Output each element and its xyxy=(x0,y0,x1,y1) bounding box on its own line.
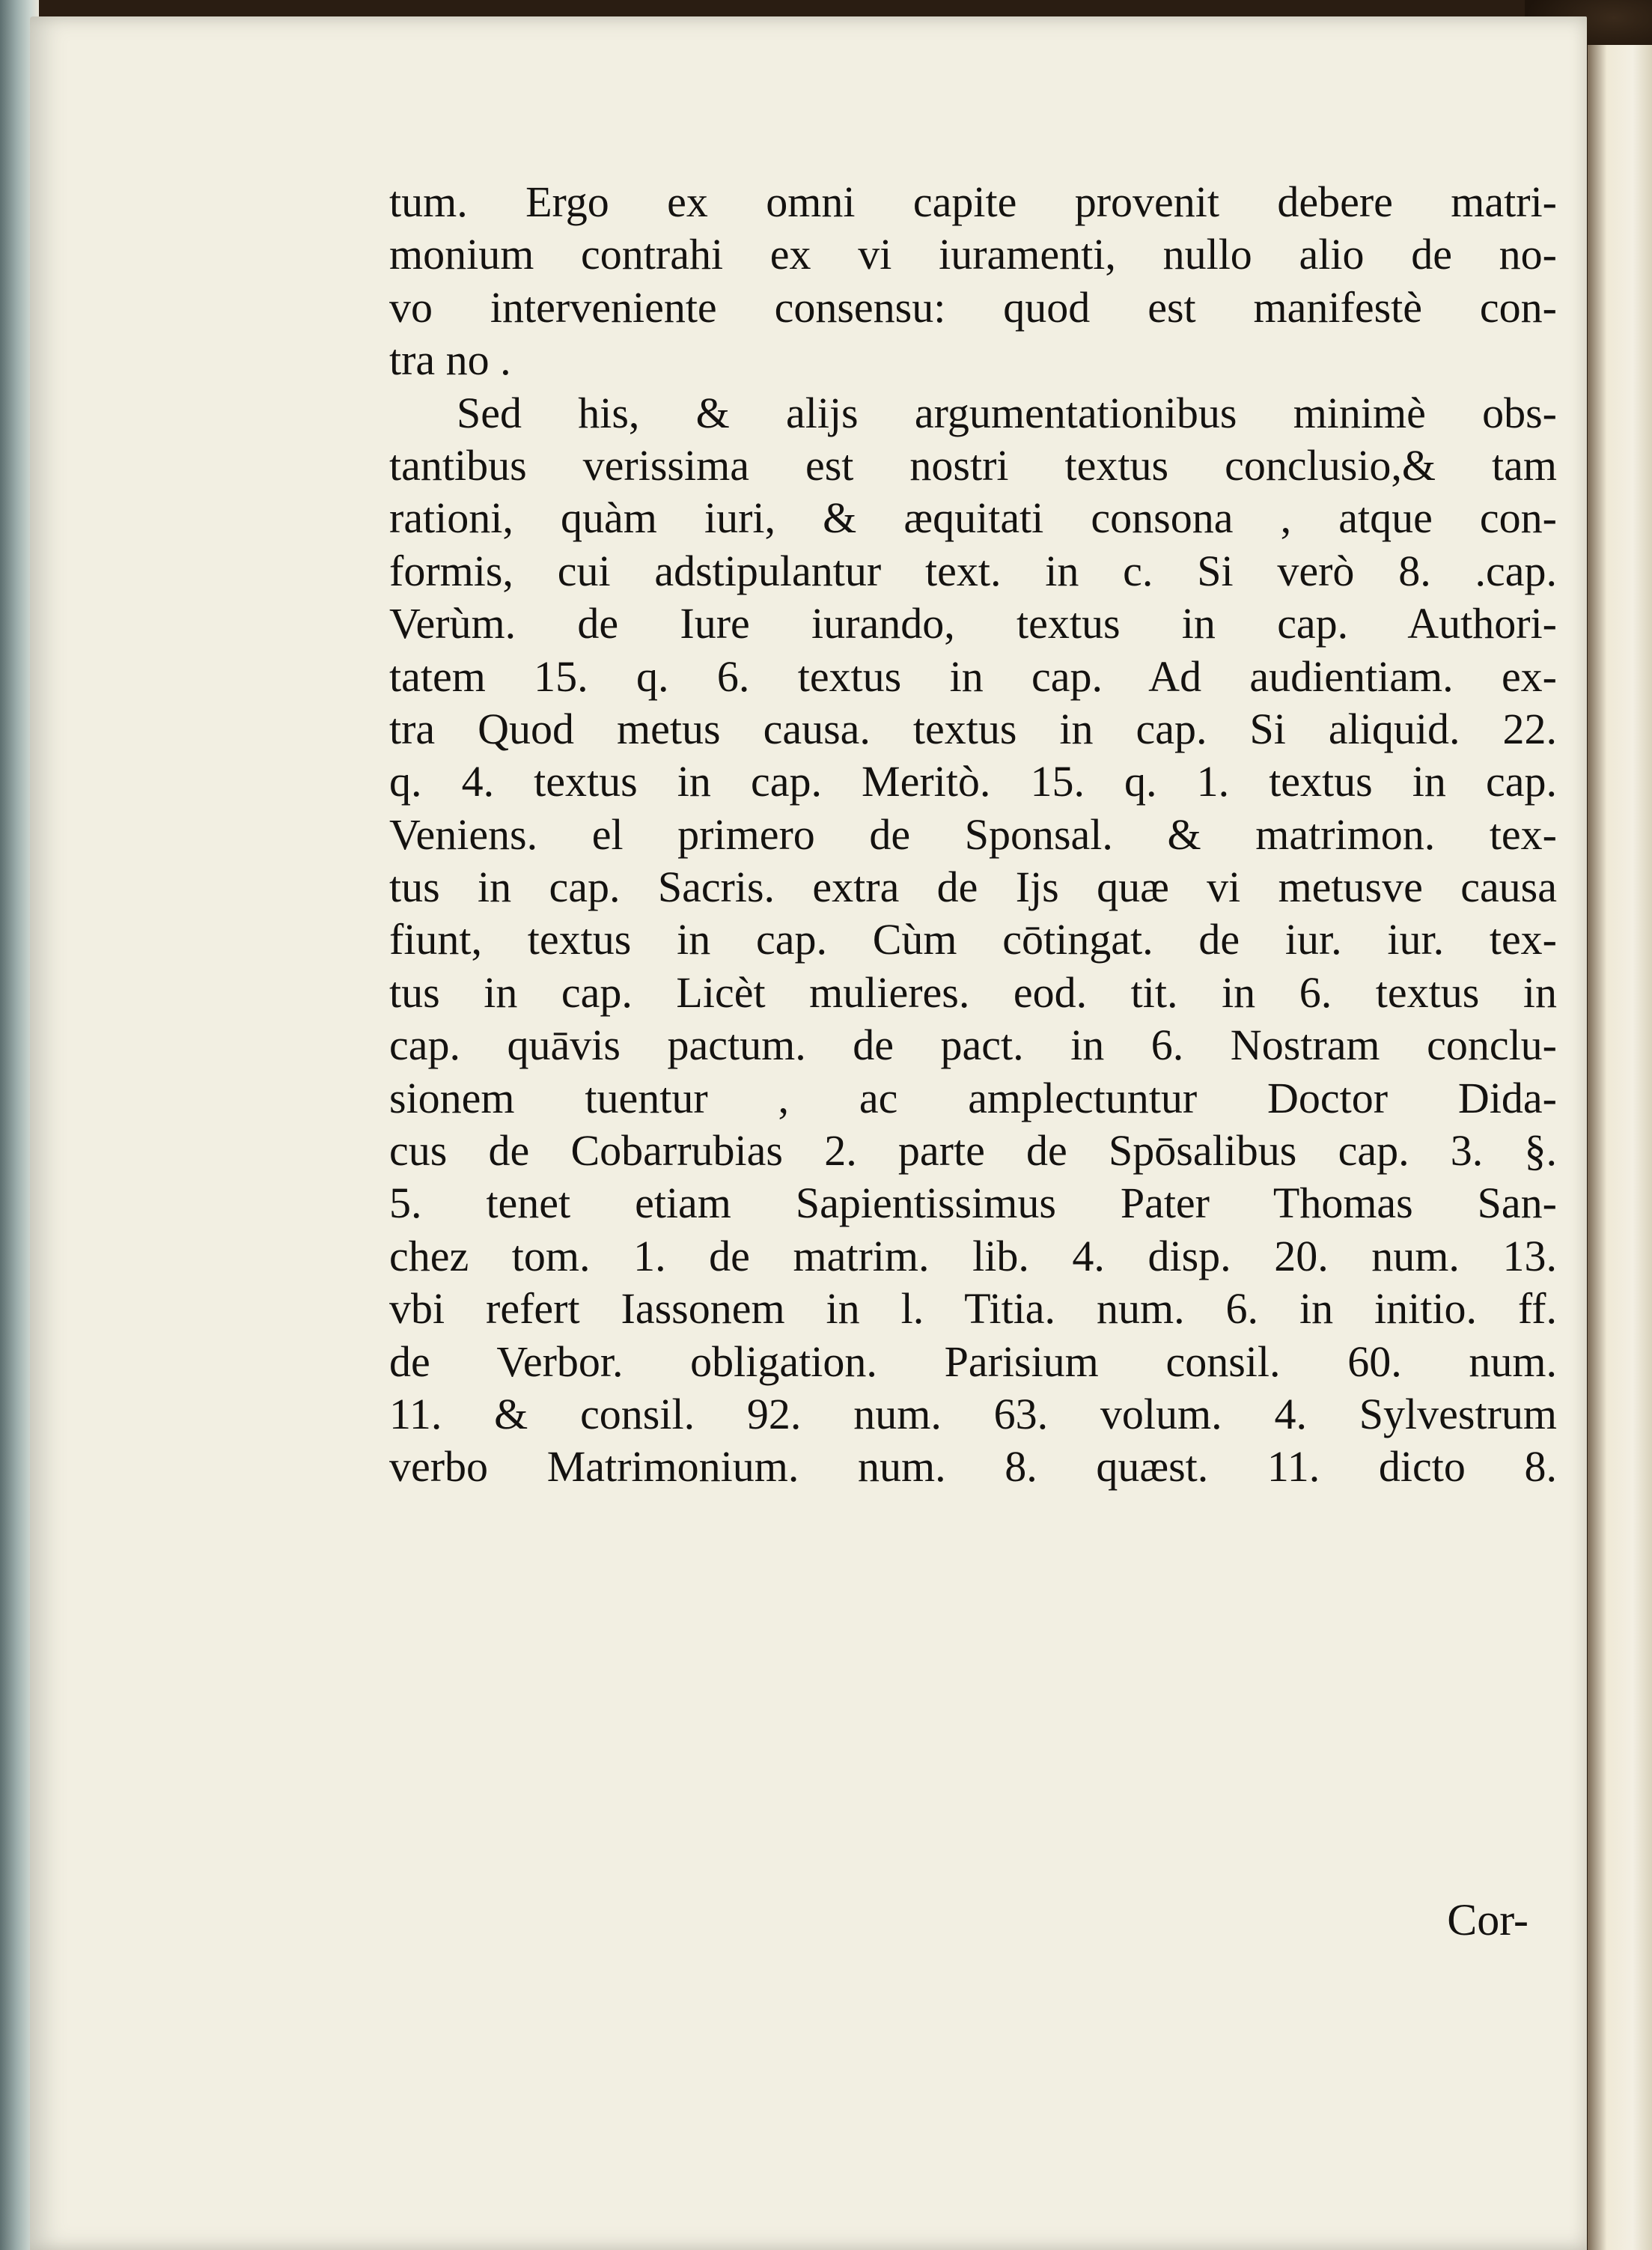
text-line: Veniens. el primero de Sponsal. & matrimon. tex- xyxy=(389,809,1557,859)
text-line: tra no . xyxy=(389,335,511,385)
text-line: monium contrahi ex vi iuramenti, nullo alio de no- xyxy=(389,230,1557,279)
text-line: vbi refert Iassonem in l. Titia. num. 6. in initio. ff. xyxy=(389,1284,1557,1334)
text-line: formis, cui adstipulantur text. in c. Si verò 8. .cap. xyxy=(389,546,1557,595)
text-line: vo interveniente consensu: quod est manifestè con- xyxy=(389,282,1557,332)
text-line: 5. tenet etiam Sapientissimus Pater Thomas San- xyxy=(389,1179,1557,1228)
text-line: q. 4. textus in cap. Meritò. 15. q. 1. textus in cap. xyxy=(389,757,1557,806)
text-line: Verùm. de Iure iurando, textus in cap. Authori- xyxy=(389,599,1557,648)
text-line: tra Quod metus causa. textus in cap. Si aliquid. 22. xyxy=(389,704,1557,753)
text-line: Sed his, & alijs argumentationibus minimè obs- xyxy=(457,388,1557,437)
catchword: Cor- xyxy=(1447,1895,1528,1945)
text-line: tus in cap. Licèt mulieres. eod. tit. in 6. textus in xyxy=(389,967,1557,1017)
text-line: tus in cap. Sacris. extra de Ijs quæ vi metusve causa xyxy=(389,863,1557,912)
text-line: 11. & consil. 92. num. 63. volum. 4. Sylvestrum xyxy=(389,1389,1557,1438)
facing-page-edge xyxy=(1588,45,1652,2250)
text-line: sionem tuentur , ac amplectuntur Doctor Dida- xyxy=(389,1073,1557,1122)
text-line: tum. Ergo ex omni capite provenit debere matri- xyxy=(389,177,1557,226)
text-line: fiunt, textus in cap. Cùm cōtingat. de iur. iur. tex- xyxy=(389,915,1557,964)
page-body-text xyxy=(389,176,1557,1494)
text-line: cap. quāvis pactum. de pact. in 6. Nostram conclu- xyxy=(389,1021,1557,1070)
text-line: cus de Cobarrubias 2. parte de Spōsalibus cap. 3. §. xyxy=(389,1126,1557,1176)
text-line: tantibus verissima est nostri textus conclusio,& tam xyxy=(389,440,1557,490)
text-line: chez tom. 1. de matrim. lib. 4. disp. 20. num. 13. xyxy=(389,1231,1557,1280)
text-line: tatem 15. q. 6. textus in cap. Ad audientiam. ex- xyxy=(389,651,1557,701)
text-line: rationi, quàm iuri, & æquitati consona , atque con- xyxy=(389,493,1557,543)
text-line: de Verbor. obligation. Parisium consil. 60. num. xyxy=(389,1337,1557,1386)
text-line: verbo Matrimonium. num. 8. quæst. 11. dicto 8. xyxy=(389,1442,1557,1492)
